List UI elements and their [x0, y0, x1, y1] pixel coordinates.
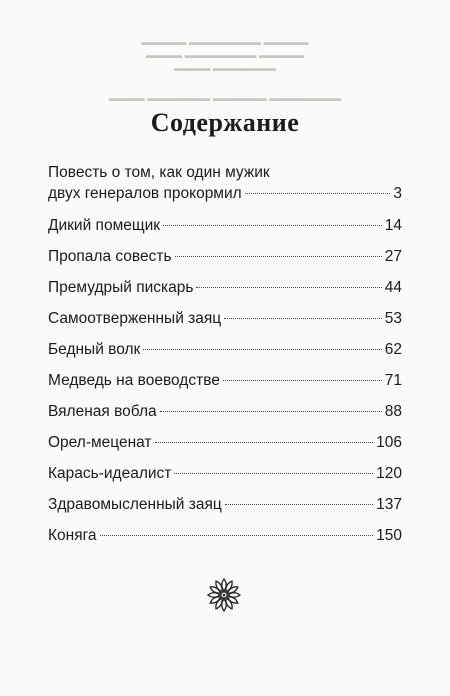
toc-entry-title: Коняга — [48, 527, 97, 544]
toc-entry-page: 44 — [384, 279, 402, 296]
toc-entry-page: 71 — [384, 372, 402, 389]
dot-leader — [163, 225, 382, 226]
toc-entry-title-line1: Повесть о том, как один мужик — [48, 164, 270, 181]
toc-entry-page: 3 — [393, 185, 402, 202]
table-of-contents — [48, 162, 402, 546]
toc-entry-title: Дикий помещик — [48, 217, 161, 234]
toc-entry-page: 137 — [376, 496, 402, 513]
toc-entry-title: Самоотверженный заяц — [48, 310, 222, 327]
toc-entry-page: 27 — [384, 248, 402, 265]
toc-entry[interactable] — [48, 525, 402, 546]
toc-entry-title: Здравомысленный заяц — [48, 496, 222, 513]
toc-entry-title: двух генералов прокормил — [48, 185, 242, 202]
toc-entry-page: 53 — [384, 310, 402, 327]
dot-leader — [196, 287, 381, 288]
toc-entry-page: 106 — [376, 434, 402, 451]
toc-entry[interactable] — [48, 432, 402, 453]
toc-entry-title: Карась-идеалист — [48, 465, 172, 482]
dot-leader — [245, 193, 391, 194]
toc-entry-title: Бедный волк — [48, 341, 141, 358]
dot-leader — [225, 504, 373, 505]
toc-entry-title: Медведь на воеводстве — [48, 372, 220, 389]
toc-entry[interactable] — [48, 246, 402, 267]
dot-leader — [223, 380, 382, 381]
toc-entry[interactable] — [48, 339, 402, 360]
toc-entry[interactable] — [48, 277, 402, 298]
dot-leader — [174, 473, 373, 474]
dot-leader — [155, 442, 374, 443]
toc-entry[interactable] — [48, 370, 402, 391]
toc-entry-title: Премудрый пискарь — [48, 279, 194, 296]
dot-leader — [100, 535, 374, 536]
toc-entry-title: Орел-меценат — [48, 434, 152, 451]
dot-leader — [160, 411, 382, 412]
bleed-through-text: ▬▬▬▬ ▬▬▬▬▬▬▬ ▬▬▬▬▬▬ ▬▬▬▬▬▬▬▬ — [108, 93, 342, 103]
toc-entry[interactable] — [48, 308, 402, 329]
toc-entry-page: 150 — [376, 527, 402, 544]
toc-entry-page: 120 — [376, 465, 402, 482]
bleed-through-text: ▬▬▬▬▬ ▬▬▬▬▬▬▬▬ ▬▬▬▬▬ ▬▬▬▬ ▬▬▬▬▬▬▬▬ ▬▬▬▬▬ ▬▬▬▬ ▬▬▬▬▬▬▬ — [141, 37, 309, 73]
page-title: Содержание — [150, 108, 300, 137]
toc-entry-page: 62 — [384, 341, 402, 358]
dot-leader — [175, 256, 382, 257]
toc-entry-title: Пропала совесть — [48, 248, 172, 265]
toc-entry[interactable] — [48, 215, 402, 236]
toc-entry-page: 14 — [384, 217, 402, 234]
flower-ornament-icon — [207, 578, 241, 612]
toc-entry[interactable] — [48, 162, 402, 205]
dot-leader — [143, 349, 381, 350]
toc-entry[interactable] — [48, 401, 402, 422]
toc-entry-page: 88 — [384, 403, 402, 420]
dot-leader — [224, 318, 382, 319]
toc-entry[interactable] — [48, 463, 402, 484]
toc-entry[interactable] — [48, 494, 402, 515]
toc-entry-title: Вяленая вобла — [48, 403, 157, 420]
